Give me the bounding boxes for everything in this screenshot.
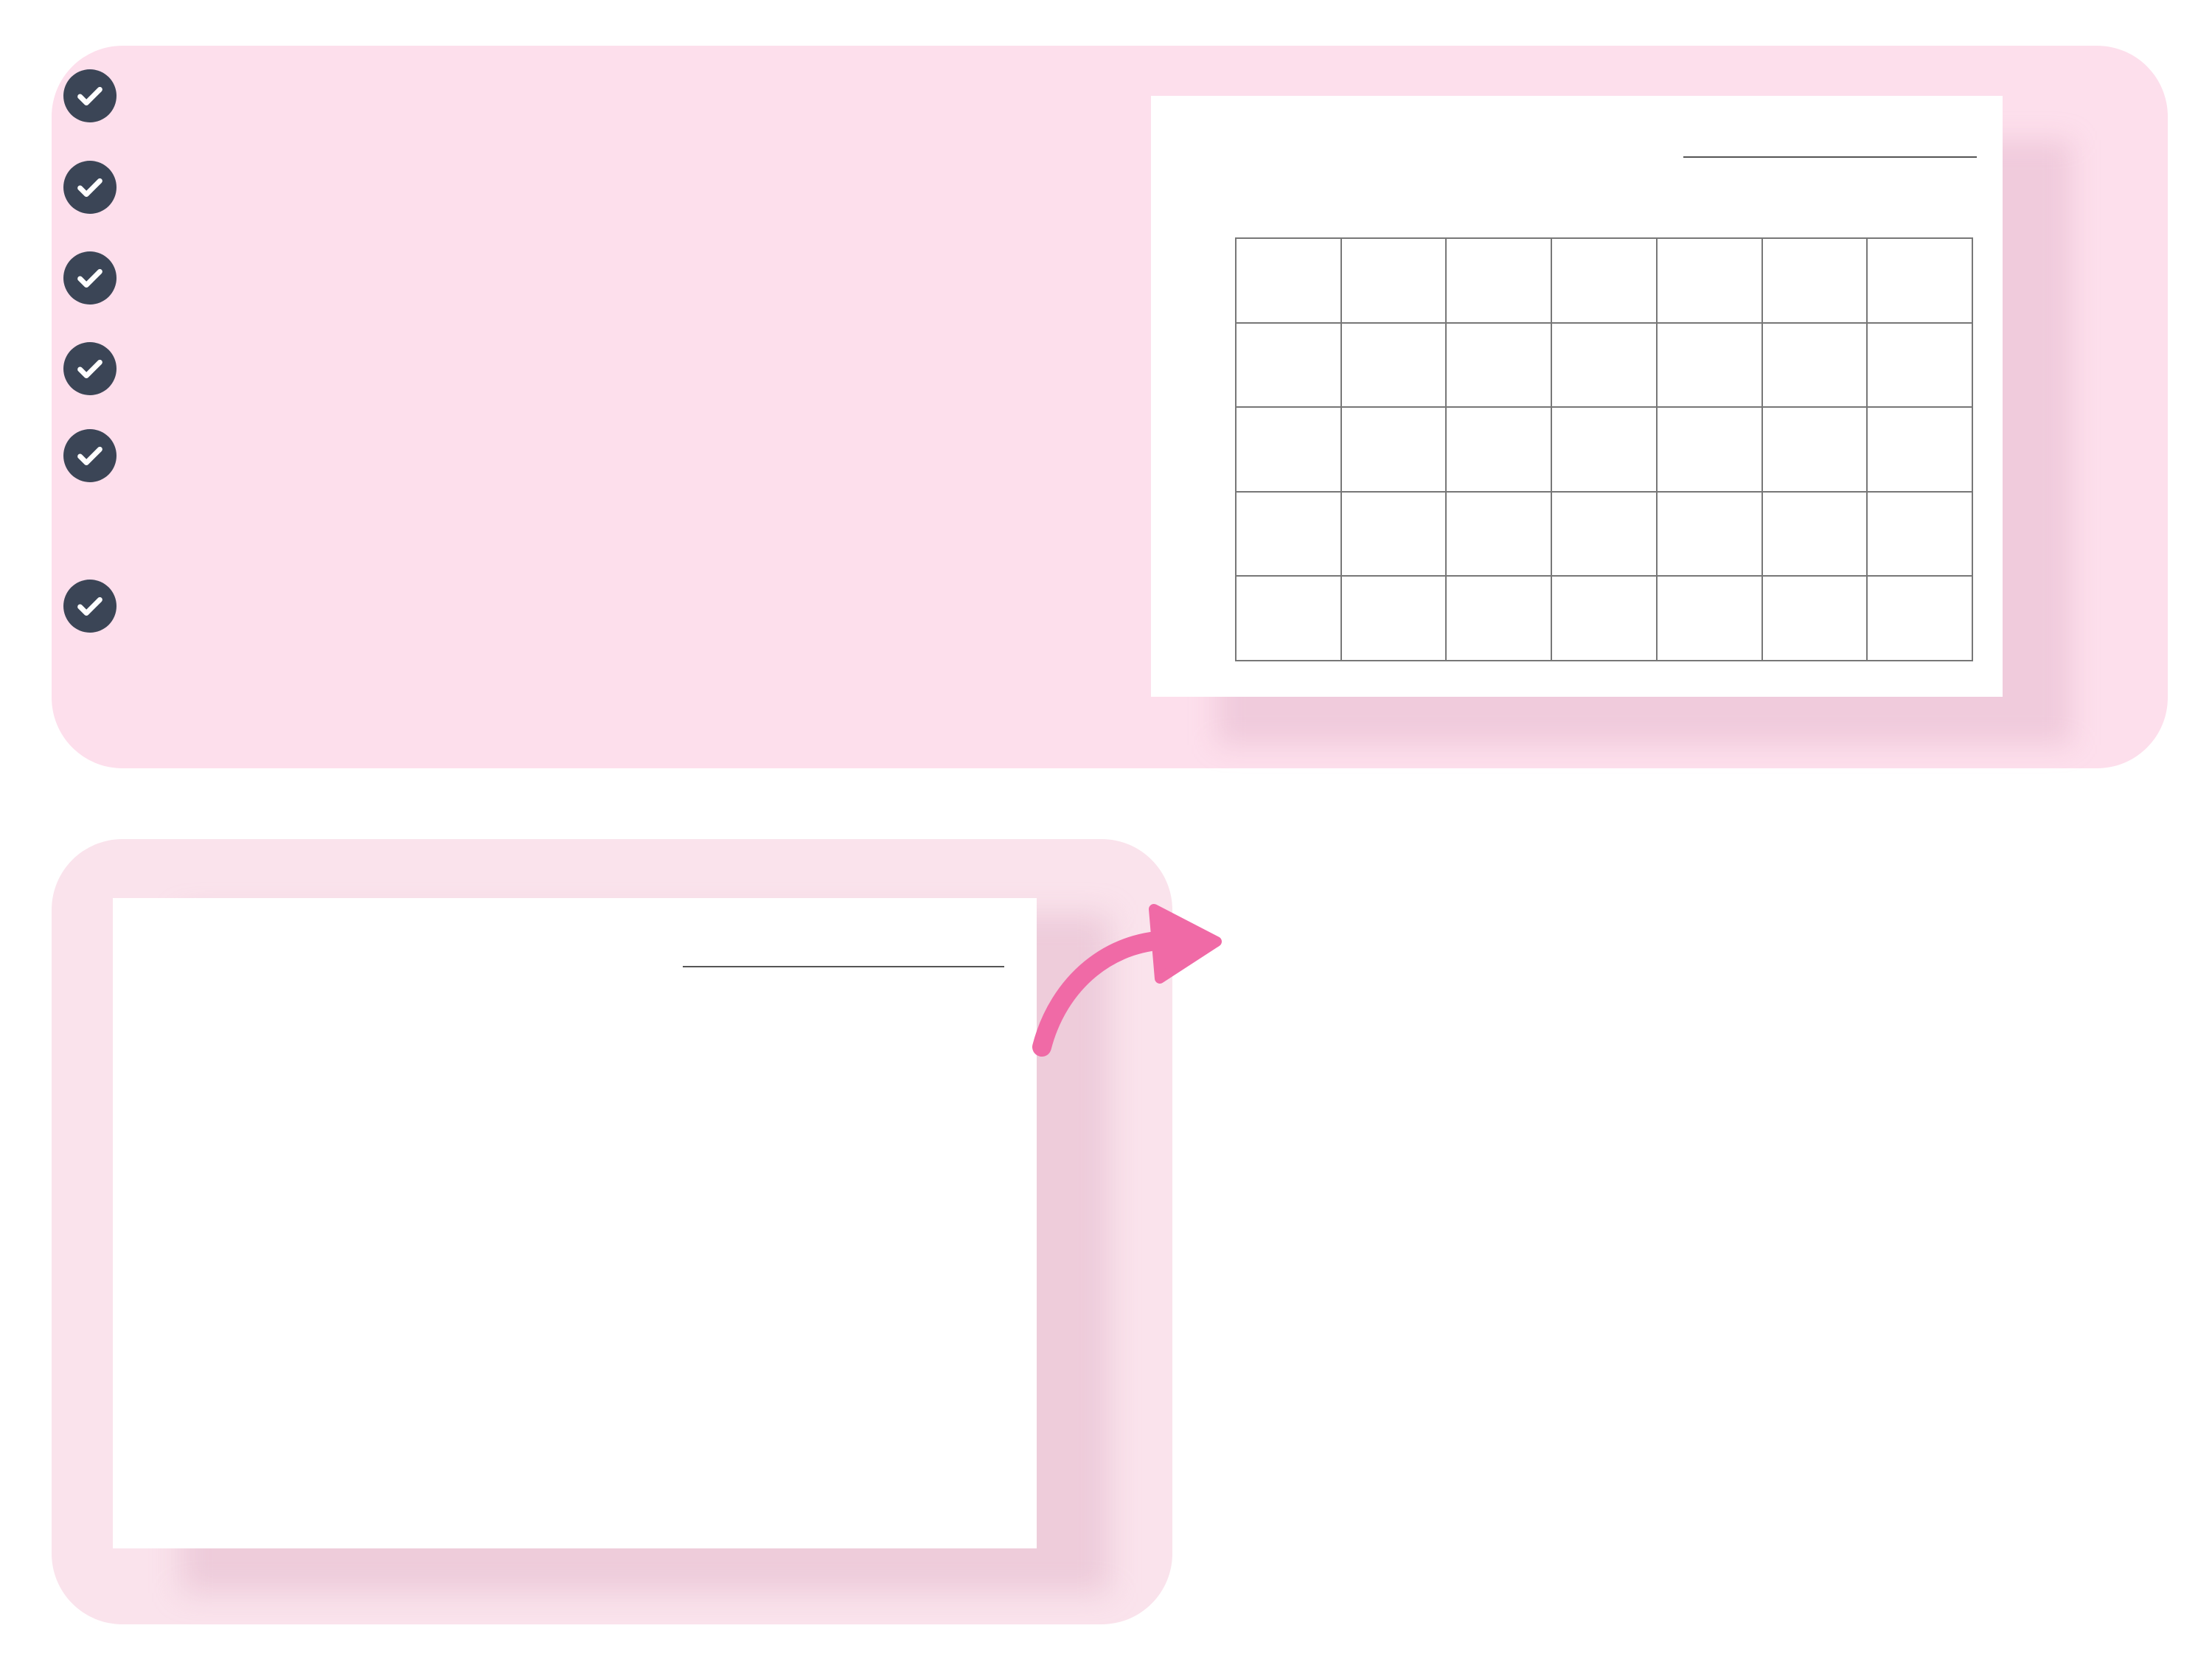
check-circle-icon — [63, 580, 116, 633]
feature-item — [63, 428, 156, 482]
check-circle-icon — [63, 69, 116, 122]
check-circle-icon — [63, 342, 116, 395]
title-underline — [683, 966, 1004, 967]
feature-item — [63, 578, 156, 633]
feature-item — [63, 250, 156, 305]
curved-arrow-icon — [1029, 896, 1228, 1058]
empty-chore-grid — [1235, 237, 1973, 661]
template-chart-card — [1151, 96, 2003, 697]
feature-item — [63, 68, 156, 122]
check-circle-icon — [63, 161, 116, 214]
check-circle-icon — [63, 429, 116, 482]
feature-item — [63, 341, 156, 395]
check-circle-icon — [63, 251, 116, 305]
filled-chart-card — [113, 898, 1037, 1548]
title-underline — [1683, 156, 1977, 158]
feature-item — [63, 159, 156, 214]
